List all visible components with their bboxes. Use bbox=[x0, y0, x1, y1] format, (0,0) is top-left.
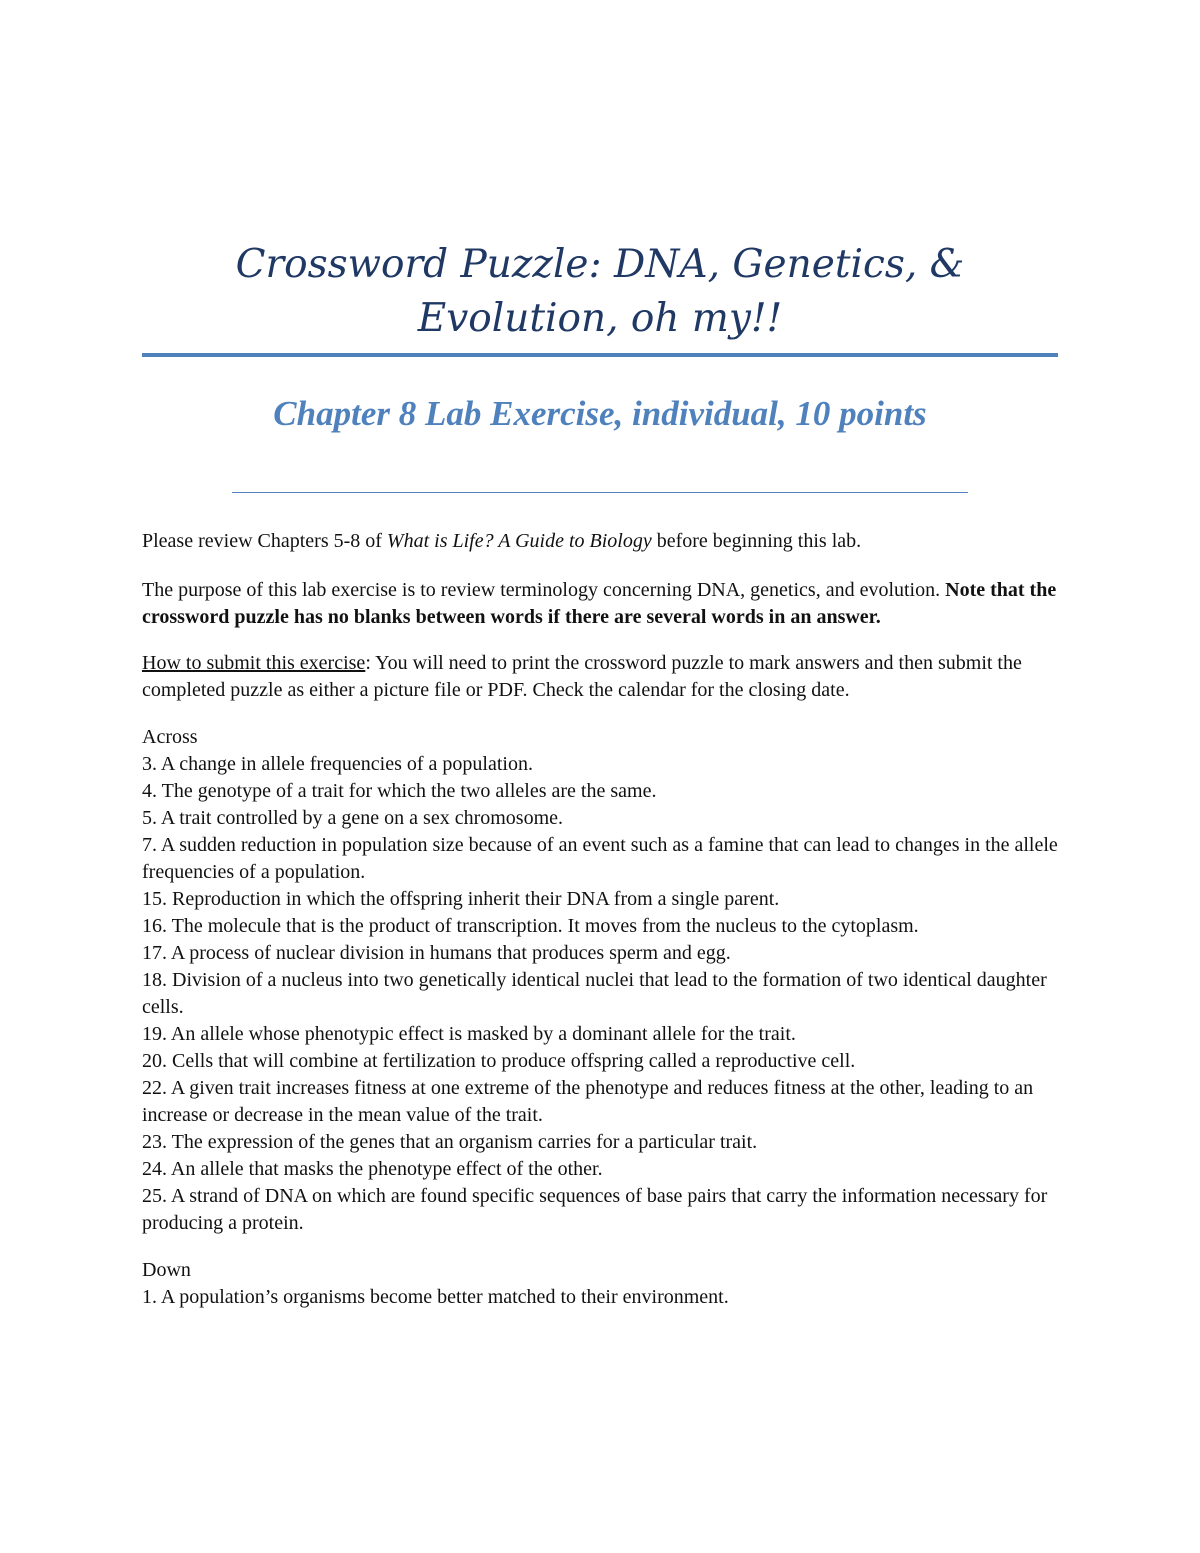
review-prefix: Please review Chapters 5-8 of bbox=[142, 530, 387, 552]
across-clue: 17. A process of nuclear division in humans that produces sperm and egg. bbox=[142, 942, 731, 964]
review-paragraph bbox=[142, 528, 1062, 555]
across-clue: 5. A trait controlled by a gene on a sex chromosome. bbox=[142, 807, 564, 829]
across-clue: 18. Division of a nucleus into two genetically identical nuclei that lead to the formation of two identical daughter cells. bbox=[142, 969, 1047, 1018]
across-clue: 16. The molecule that is the product of transcription. It moves from the nucleus to the cytoplasm. bbox=[142, 915, 919, 937]
title-divider bbox=[142, 353, 1058, 357]
page-subtitle: Chapter 8 Lab Exercise, individual, 10 points bbox=[273, 394, 927, 433]
across-clue: 4. The genotype of a trait for which the two alleles are the same. bbox=[142, 780, 657, 802]
document-body bbox=[142, 528, 1062, 1311]
across-clue: 25. A strand of DNA on which are found specific sequences of base pairs that carry the information necessary for producing a protein. bbox=[142, 1185, 1048, 1234]
review-suffix: before beginning this lab. bbox=[651, 530, 862, 552]
page-title: Crossword Puzzle: DNA, Genetics, & Evolution, oh my!! bbox=[235, 242, 965, 341]
down-section bbox=[142, 1257, 1062, 1311]
purpose-note: Note that the crossword puzzle has no blanks between words if there are several words in an answer. bbox=[142, 579, 1057, 628]
across-clue: 3. A change in allele frequencies of a population. bbox=[142, 753, 533, 775]
howto-text: : You will need to print the crossword puzzle to mark answers and then submit the completed puzzle as either a picture file or PDF. Check the calendar for the closing date. bbox=[142, 652, 1022, 701]
across-clue: 20. Cells that will combine at fertilization to produce offspring called a reproductive cell. bbox=[142, 1050, 856, 1072]
across-clue: 15. Reproduction in which the offspring inherit their DNA from a single parent. bbox=[142, 888, 780, 910]
across-clue: 24. An allele that masks the phenotype effect of the other. bbox=[142, 1158, 603, 1180]
howto-paragraph bbox=[142, 650, 1062, 704]
across-clue: 22. A given trait increases fitness at one extreme of the phenotype and reduces fitness at the other, leading to an increase or decrease in the mean value of the trait. bbox=[142, 1077, 1034, 1126]
down-clue: 1. A population’s organisms become better matched to their environment. bbox=[142, 1286, 729, 1308]
across-clue: 19. An allele whose phenotypic effect is masked by a dominant allele for the trait. bbox=[142, 1023, 796, 1045]
book-title: What is Life? A Guide to Biology bbox=[386, 530, 652, 552]
purpose-text: The purpose of this lab exercise is to review terminology concerning DNA, genetics, and evolution. bbox=[142, 579, 946, 601]
across-clue: 7. A sudden reduction in population size because of an event such as a famine that can lead to changes in the allele frequencies of a population. bbox=[142, 834, 1058, 883]
across-clue: 23. The expression of the genes that an organism carries for a particular trait. bbox=[142, 1131, 758, 1153]
purpose-paragraph bbox=[142, 577, 1062, 631]
subtitle-divider bbox=[232, 492, 968, 493]
howto-label: How to submit this exercise bbox=[142, 652, 366, 674]
across-section bbox=[142, 724, 1062, 1237]
across-heading: Across bbox=[142, 726, 198, 748]
down-heading: Down bbox=[142, 1259, 191, 1281]
